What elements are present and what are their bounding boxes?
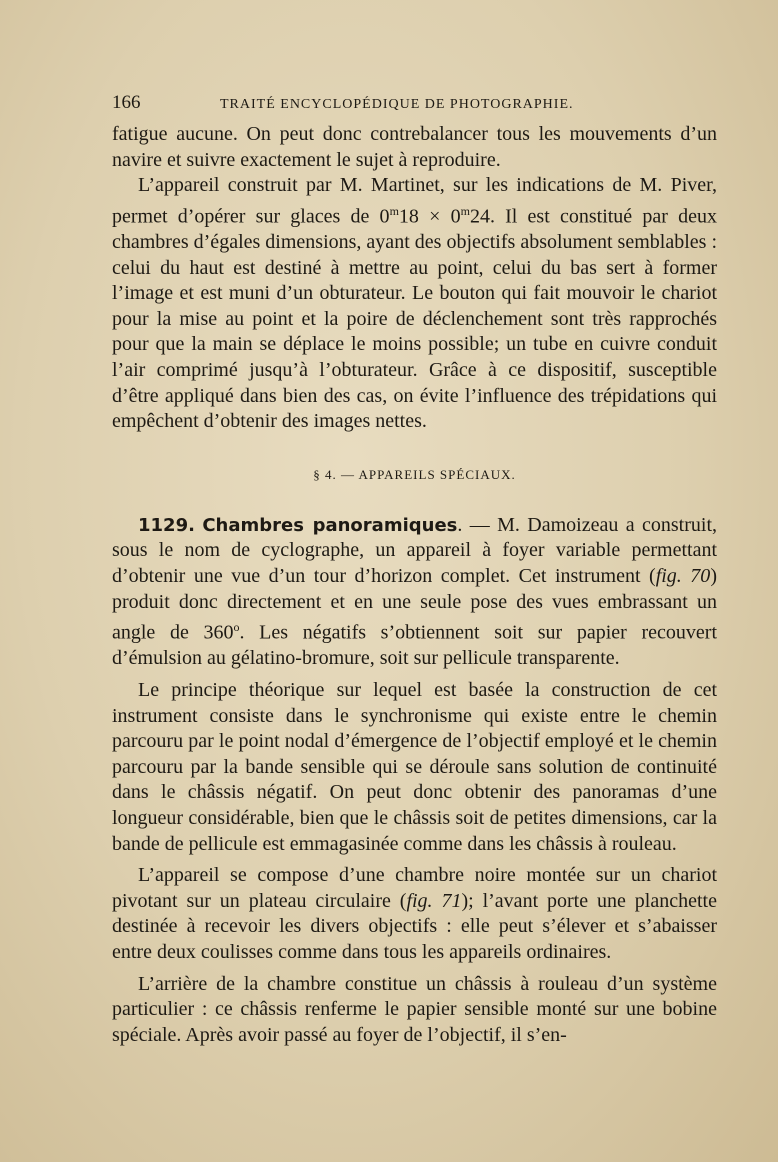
paragraph-text: L’appareil se compose d’une chambre noire montée sur un chariot pivotant sur un plateau circulaire ( — [112, 864, 717, 912]
paragraph-text: Le principe théorique sur lequel est basée la construction de cet instrument consiste dans le synchronisme qui existe entre le chemin parcouru par le point nodal d’émergence de l’objectif employé et le chemin parcouru par la bande sensible qui se déroule sans solution de continuité dans le châssis négatif. On peut donc obtenir des panoramas d’une longueur considérable, bien que le châssis soit de petites dimensions, car la bande de pellicule est emmagasinée comme dans les châssis à rouleau. — [112, 679, 717, 855]
section-heading: § 4. — APPAREILS SPÉCIAUX. — [313, 466, 516, 482]
paragraph-text: . — M. Damoizeau a construit, sous le nom de cyclographe, un appareil à foyer variable permettant d’obtenir une vue d’un tour d’horizon complet. Cet instrument ( — [112, 513, 717, 587]
paragraph-continuation — [112, 122, 717, 173]
paragraph-martinet-apparatus — [112, 173, 717, 435]
paragraph-text: L’appareil construit par M. Martinet, sur les indications de M. Piver, permet d’opérer sur glaces de 0 — [112, 174, 717, 228]
paragraph-text: ) produit donc directement et en une seule pose des vues embrassant un angle de 360 — [112, 564, 717, 644]
paragraph-text: 18 × 0 — [398, 205, 461, 228]
figure-reference: fig. 71 — [406, 889, 462, 912]
paragraph-text: 24. Il est constitué par deux chambres d’égales dimensions, ayant des objectifs absolument semblables : celui du haut est destiné à mettre au point, celui du bas sert à former l’image et est muni d’un obturateur. Le bouton qui fait mouvoir le chariot pour la mise au point et la poire de déclenchement sont très rapprochés pour que la main se déplace le moins possible; un tube en cuivre conduit l’air comprimé jusqu’à l’obturateur. Grâce à ce dispositif, susceptible d’être appliqué dans bien des cas, on évite l’influence des trépidations qui empêchent d’obtenir des images nettes. — [112, 205, 717, 433]
article-number: 1129. — [138, 514, 195, 536]
paragraph-principle — [112, 678, 717, 857]
unit-superscript: m — [460, 203, 470, 218]
paragraph-text: L’arrière de la chambre constitue un châssis à rouleau d’un système particulier : ce châssis renferme le papier sensible monté sur une bobine spéciale. Après avoir passé au foyer de l’objectif, il s’en- — [112, 972, 717, 1046]
degree-superscript: o — [233, 620, 240, 635]
paragraph-text: ); l’avant porte une planchette destinée à recevoir les divers objectifs : elle peut s’élever et s’abaisser entre deux coulisses comme dans tous les appareils ordinaires. — [112, 889, 717, 963]
page-number: 166 — [112, 92, 141, 113]
article-1129-intro — [112, 513, 717, 672]
unit-superscript: m — [389, 203, 399, 218]
article-title: Chambres panoramiques — [202, 514, 458, 536]
paragraph-rear-chassis — [112, 972, 717, 1049]
page-content — [112, 92, 717, 1048]
paragraph-text: fatigue aucune. On peut donc contrebalancer tous les mouvements d’un navire et suivre exactement le sujet à reproduire. — [112, 123, 717, 171]
running-title: TRAITÉ ENCYCLOPÉDIQUE DE PHOTOGRAPHIE. — [220, 97, 574, 112]
page-header — [112, 92, 717, 122]
paragraph-apparatus-composition — [112, 863, 717, 965]
figure-reference: fig. 70 — [655, 564, 711, 587]
paragraph-text: . Les négatifs s’obtiennent soit sur papier recouvert d’émulsion au gélatino-bromure, soit sur pellicule transparente. — [112, 621, 718, 670]
